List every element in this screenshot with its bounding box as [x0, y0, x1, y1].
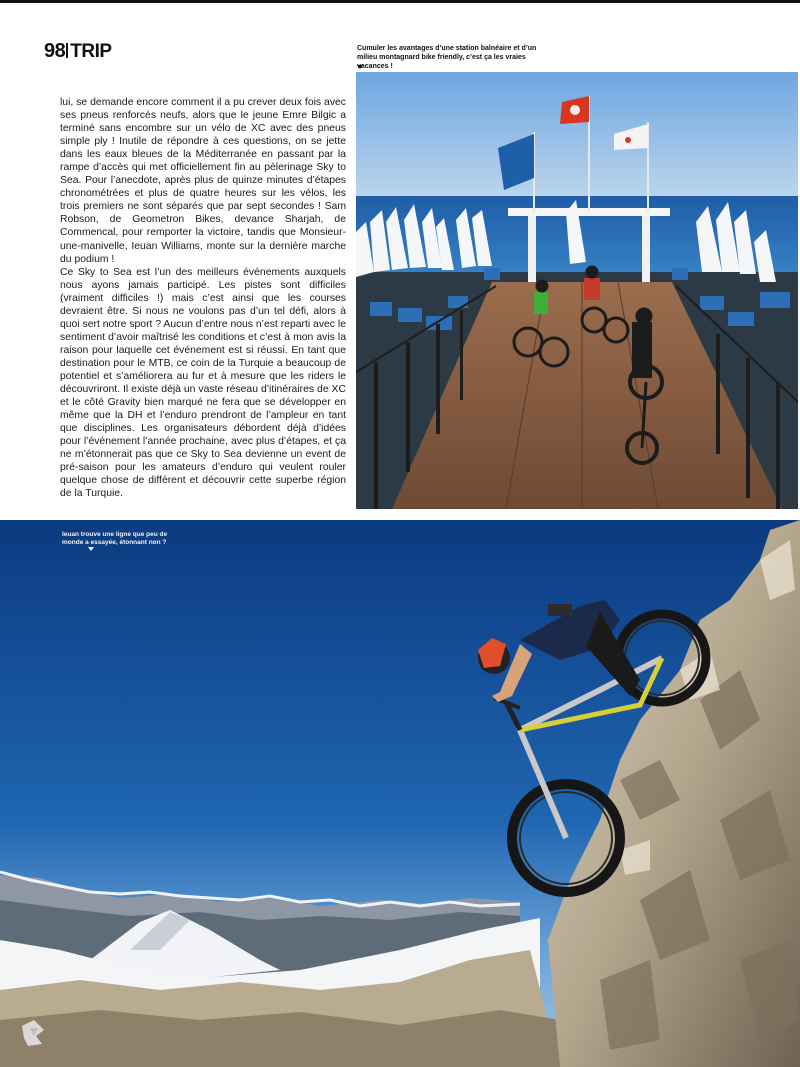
- article-paragraph: lui, se demande encore comment il a pu crever deux fois avec ses pneus renforcés neufs, alors que le jeune Emre Bilgic a terminé sans encombre sur un vélo de XC avec des pneus simple ply ! Inutile de répondre à ces questions, on se jette dans les eaux bleues de la Méditerranée en passant par la rampe d’accès qui met officiellement fin au pèlerinage Sky to Sea. Pour l’anecdote, après plus de quinze minutes d’étapes chronométrées et plus de quatre heures sur les vélos, les trois premiers ne sont séparés que par sept secondes ! Sam Robson, de Geometron Bikes, devance Sharjah, de Commencal, pour remporter la victoire, tandis que Monsieur-une-manivelle, Ieuan Williams, monte sur la dernière marche du podium !: [60, 97, 346, 265]
- folio-separator: [66, 43, 68, 58]
- article-body: [60, 96, 346, 500]
- top-rule: [0, 0, 800, 3]
- caption-arrow-icon: [88, 547, 94, 551]
- magazine-logo-icon: [18, 1016, 52, 1050]
- pier-photo: [356, 72, 798, 509]
- mountain-photo: [0, 520, 800, 1067]
- article-paragraph: Ce Sky to Sea est l’un des meilleurs événements auxquels nous ayons jamais participé. Les pistes sont difficiles (vraiment difficiles !) mais c’est ainsi que les courses devraient être. Si nous ne voulons pas d’un tel défi, alors à quoi sert notre sport ? Aucun d’entre nous n’est reparti avec le sentiment d’avoir maîtrisé les conditions et c’est à mon avis la raison pour laquelle cet événement est si réussi. En tant que destination pour le MTB, ce coin de la Turquie a beaucoup de potentiel et s’améliorera au fur et à mesure que les riders le découvriront. Il existe déjà un vaste réseau d’itinéraires de XC et le côté Gravity bien marqué ne fera que se développer en même que la DH et l’enduro prendront de l’ampleur en tant que disciplines. Les organisateurs débordent déjà d’idées pour l’événement l’année prochaine, avec plus d’étapes, et ça ne m’étonnerait pas que ce Sky to Sea devienne un event de pré-saison pour les amateurs d’enduro qui veulent rouler quelque chose de différent et découvrir cette superbe région de la Turquie.: [60, 266, 346, 500]
- section-label: TRIP: [70, 41, 112, 62]
- pier-photo-caption: Cumuler les avantages d’une station balnéaire et d’un milieu montagnard bike friendly, c’est ça les vraies vacances !: [357, 45, 537, 70]
- mountain-photo-caption: Ieuan trouve une ligne que peu de monde a essayée, étonnant non ?: [62, 531, 168, 546]
- page-number: 98: [44, 40, 66, 62]
- caption-arrow-icon: [357, 65, 363, 69]
- page-folio: [44, 40, 112, 63]
